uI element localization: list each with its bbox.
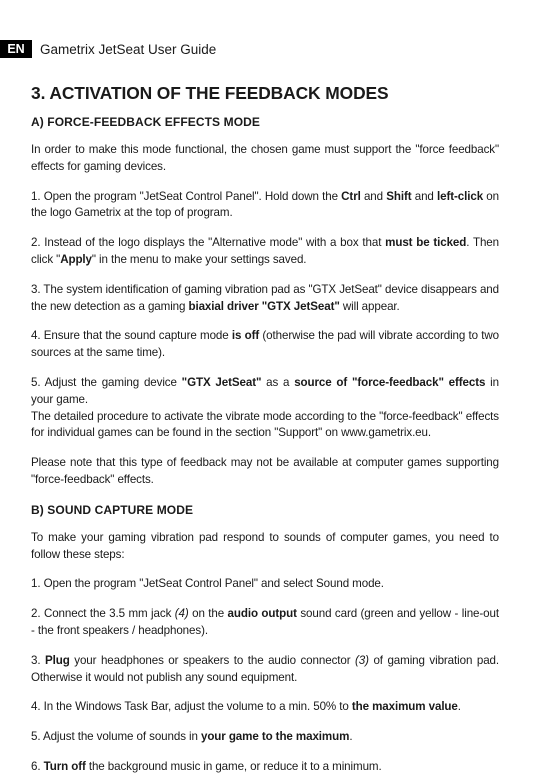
- subsection-b-intro: To make your gaming vibration pad respond to sounds of computer games, you need to follow these steps:: [31, 530, 499, 561]
- a-note-procedure: The detailed procedure to activate the vibrate mode according to the "force-feedback" effects for individual games can be found in the section "Support" on www.gametrix.eu.: [31, 409, 499, 440]
- a-step-4: 4. Ensure that the sound capture mode is off (otherwise the pad will vibrate according to two sources at the same time).: [31, 329, 499, 360]
- a-step-1: 1. Open the program "JetSeat Control Panel". Hold down the Ctrl and Shift and left-click on the logo Gametrix at the top of program.: [31, 189, 499, 220]
- subsection-b-heading: B) SOUND CAPTURE MODE: [31, 502, 194, 517]
- a-note-availability: Please note that this type of feedback may not be available at computer games supporting "force-feedback" effects.: [31, 456, 499, 486]
- b-step-6: 6. Turn off the background music in game, or reduce it to a minimum.: [31, 759, 382, 773]
- subsection-a-intro: In order to make this mode functional, the chosen game must support the "force feedback" effects for gaming devices.: [31, 143, 499, 173]
- guide-title: Gametrix JetSeat User Guide: [40, 41, 217, 57]
- a-step-5: 5. Adjust the gaming device "GTX JetSeat" as a source of "force-feedback" effects in your game.: [31, 375, 499, 406]
- page-header: [0, 40, 216, 58]
- subsection-a-heading: A) FORCE-FEEDBACK EFFECTS MODE: [31, 115, 260, 129]
- b-step-1: 1. Open the program "JetSeat Control Panel" and select Sound mode.: [31, 577, 384, 591]
- b-step-4: 4. In the Windows Task Bar, adjust the volume to a min. 50% to the maximum value.: [31, 700, 461, 714]
- a-step-3: 3. The system identification of gaming vibration pad as "GTX JetSeat" device disappears and the new detection as a gaming biaxial driver "GTX JetSeat" will appear.: [31, 282, 499, 313]
- document-body: [31, 82, 499, 776]
- a-step-2: 2. Instead of the logo displays the "Alternative mode" with a box that must be ticked. Then click "Apply" in the menu to make your settings saved.: [31, 236, 500, 266]
- language-badge: EN: [0, 40, 32, 58]
- b-step-5: 5. Adjust the volume of sounds in your game to the maximum.: [31, 730, 353, 744]
- b-step-2: 2. Connect the 3.5 mm jack (4) on the audio output sound card (green and yellow - line-out - the front speakers / headphones).: [31, 607, 499, 637]
- section-heading: 3. ACTIVATION OF THE FEEDBACK MODES: [31, 83, 389, 103]
- b-step-3: 3. Plug your headphones or speakers to the audio connector (3) of gaming vibration pad. Otherwise it would not publish any sound equipment.: [31, 653, 500, 684]
